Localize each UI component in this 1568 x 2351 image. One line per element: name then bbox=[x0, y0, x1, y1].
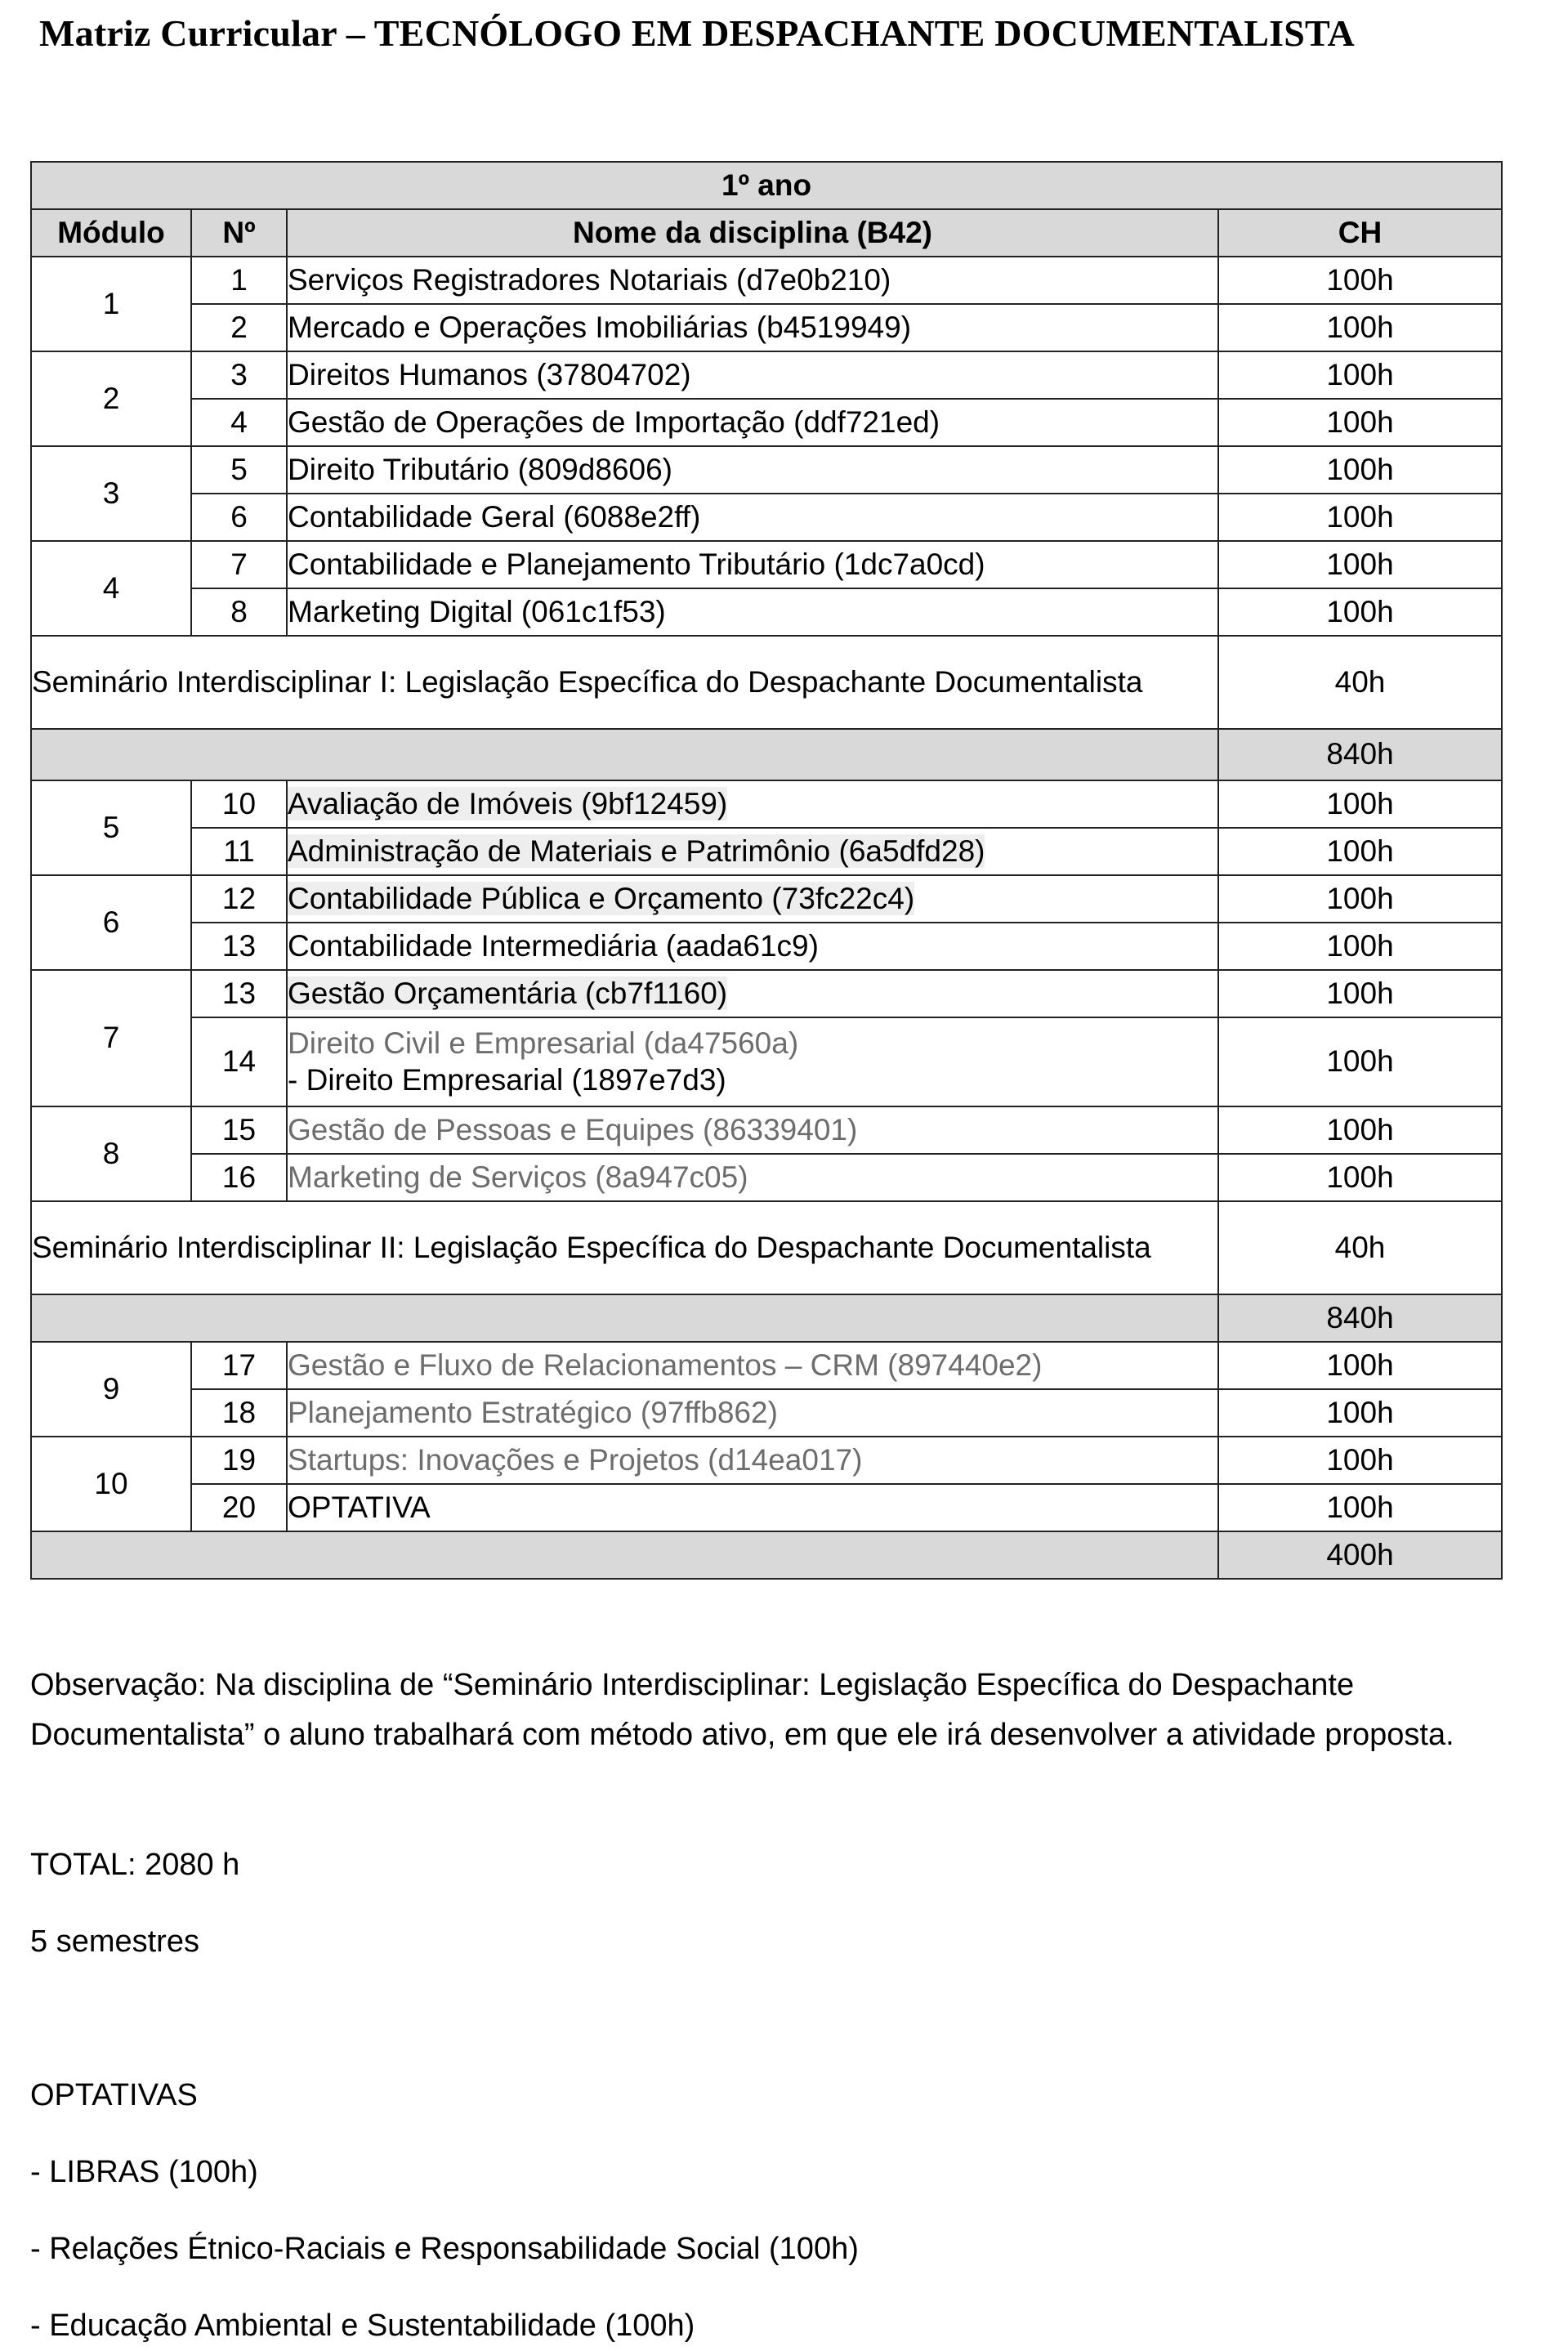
optativas-title: OPTATIVAS bbox=[30, 2078, 198, 2112]
discipline-number: 10 bbox=[191, 780, 287, 828]
table-row bbox=[31, 1342, 1502, 1389]
table-row bbox=[31, 304, 1502, 351]
discipline-number: 13 bbox=[191, 923, 287, 970]
discipline-name: Direitos Humanos (37804702) bbox=[287, 351, 1218, 399]
subtotal-spacer bbox=[31, 729, 1218, 780]
table-row bbox=[31, 399, 1502, 446]
table-row bbox=[31, 970, 1502, 1017]
discipline-hours: 100h bbox=[1218, 257, 1502, 304]
seminar-hours: 40h bbox=[1218, 1201, 1502, 1294]
discipline-name: OPTATIVA bbox=[287, 1484, 1218, 1531]
discipline-name bbox=[287, 875, 1218, 923]
discipline-hours: 100h bbox=[1218, 1342, 1502, 1389]
discipline-name: Direito Tributário (809d8606) bbox=[287, 446, 1218, 494]
header-nome: Nome da disciplina (B42) bbox=[287, 209, 1218, 257]
discipline-name: Startups: Inovações e Projetos (d14ea017) bbox=[287, 1437, 1218, 1484]
module-cell: 2 bbox=[31, 351, 191, 446]
seminar-row bbox=[31, 636, 1502, 729]
subtotal-hours: 400h bbox=[1218, 1531, 1502, 1579]
discipline-name: Gestão e Fluxo de Relacionamentos – CRM (897440e2) bbox=[287, 1342, 1218, 1389]
discipline-hours: 100h bbox=[1218, 399, 1502, 446]
discipline-number: 17 bbox=[191, 1342, 287, 1389]
discipline-hours: 100h bbox=[1218, 970, 1502, 1017]
table-row bbox=[31, 257, 1502, 304]
table-row bbox=[31, 1154, 1502, 1201]
table-row bbox=[31, 541, 1502, 588]
discipline-number: 19 bbox=[191, 1437, 287, 1484]
discipline-name-line2: - Direito Empresarial (1897e7d3) bbox=[288, 1062, 726, 1097]
discipline-name: Serviços Registradores Notariais (d7e0b210) bbox=[287, 257, 1218, 304]
discipline-name: Planejamento Estratégico (97ffb862) bbox=[287, 1389, 1218, 1437]
optativa-item: - LIBRAS (100h) bbox=[30, 2155, 258, 2189]
discipline-hours: 100h bbox=[1218, 1437, 1502, 1484]
curriculum-table bbox=[30, 161, 1503, 1580]
discipline-hours: 100h bbox=[1218, 923, 1502, 970]
subtotal-row bbox=[31, 1531, 1502, 1579]
table-row bbox=[31, 446, 1502, 494]
table-row bbox=[31, 1106, 1502, 1154]
discipline-number: 20 bbox=[191, 1484, 287, 1531]
seminar-row bbox=[31, 1201, 1502, 1294]
header-ch: CH bbox=[1218, 209, 1502, 257]
total-hours: TOTAL: 2080 h bbox=[30, 1848, 240, 1882]
module-cell: 6 bbox=[31, 875, 191, 970]
discipline-name: Contabilidade Intermediária (aada61c9) bbox=[287, 923, 1218, 970]
discipline-name bbox=[287, 828, 1218, 875]
year-header: 1º ano bbox=[31, 162, 1502, 209]
subtotal-row bbox=[31, 1294, 1502, 1342]
discipline-number: 18 bbox=[191, 1389, 287, 1437]
discipline-number: 16 bbox=[191, 1154, 287, 1201]
discipline-name: Gestão de Operações de Importação (ddf721ed) bbox=[287, 399, 1218, 446]
module-cell: 8 bbox=[31, 1106, 191, 1201]
table-row bbox=[31, 1484, 1502, 1531]
discipline-number: 14 bbox=[191, 1017, 287, 1106]
discipline-name-text: Avaliação de Imóveis (9bf12459) bbox=[288, 786, 728, 820]
discipline-hours: 100h bbox=[1218, 446, 1502, 494]
table-row bbox=[31, 1389, 1502, 1437]
header-modulo: Módulo bbox=[31, 209, 191, 257]
optativa-item: - Educação Ambiental e Sustentabilidade (100h) bbox=[30, 2309, 695, 2343]
year-header-row bbox=[31, 162, 1502, 209]
discipline-name-text: Administração de Materiais e Patrimônio (6a5dfd28) bbox=[288, 834, 985, 868]
discipline-name: Marketing Digital (061c1f53) bbox=[287, 588, 1218, 636]
discipline-hours: 100h bbox=[1218, 541, 1502, 588]
module-cell: 10 bbox=[31, 1437, 191, 1531]
column-header-row bbox=[31, 209, 1502, 257]
header-numero: Nº bbox=[191, 209, 287, 257]
table-row bbox=[31, 351, 1502, 399]
table-row bbox=[31, 923, 1502, 970]
discipline-hours: 100h bbox=[1218, 780, 1502, 828]
discipline-number: 1 bbox=[191, 257, 287, 304]
discipline-hours: 100h bbox=[1218, 875, 1502, 923]
discipline-name: Contabilidade Geral (6088e2ff) bbox=[287, 494, 1218, 541]
discipline-number: 2 bbox=[191, 304, 287, 351]
discipline-name: Contabilidade e Planejamento Tributário (1dc7a0cd) bbox=[287, 541, 1218, 588]
subtotal-row bbox=[31, 729, 1502, 780]
module-cell: 1 bbox=[31, 257, 191, 351]
discipline-name bbox=[287, 970, 1218, 1017]
subtotal-hours: 840h bbox=[1218, 1294, 1502, 1342]
table-row bbox=[31, 494, 1502, 541]
discipline-name: Mercado e Operações Imobiliárias (b4519949) bbox=[287, 304, 1218, 351]
discipline-name bbox=[287, 780, 1218, 828]
module-cell: 5 bbox=[31, 780, 191, 875]
discipline-hours: 100h bbox=[1218, 351, 1502, 399]
subtotal-hours: 840h bbox=[1218, 729, 1502, 780]
document-title: Matriz Curricular – TECNÓLOGO EM DESPACHANTE DOCUMENTALISTA bbox=[39, 12, 1355, 54]
optativa-item: - Relações Étnico-Raciais e Responsabilidade Social (100h) bbox=[30, 2232, 859, 2266]
discipline-name: Marketing de Serviços (8a947c05) bbox=[287, 1154, 1218, 1201]
discipline-name-text: Contabilidade Pública e Orçamento (73fc22c4) bbox=[288, 881, 915, 915]
discipline-hours: 100h bbox=[1218, 1389, 1502, 1437]
discipline-number: 7 bbox=[191, 541, 287, 588]
discipline-number: 13 bbox=[191, 970, 287, 1017]
discipline-hours: 100h bbox=[1218, 828, 1502, 875]
discipline-number: 5 bbox=[191, 446, 287, 494]
observation-paragraph: Observação: Na disciplina de “Seminário Interdisciplinar: Legislação Específica do Despachante Documentalista” o aluno trabalhará com método ativo, em que ele irá desenvolver a atividade proposta. bbox=[30, 1668, 1454, 1752]
discipline-hours: 100h bbox=[1218, 1106, 1502, 1154]
seminar-hours: 40h bbox=[1218, 636, 1502, 729]
discipline-hours: 100h bbox=[1218, 304, 1502, 351]
discipline-number: 8 bbox=[191, 588, 287, 636]
discipline-number: 11 bbox=[191, 828, 287, 875]
discipline-hours: 100h bbox=[1218, 1484, 1502, 1531]
subtotal-spacer bbox=[31, 1294, 1218, 1342]
table-row bbox=[31, 1437, 1502, 1484]
discipline-hours: 100h bbox=[1218, 1017, 1502, 1106]
discipline-name: Gestão de Pessoas e Equipes (86339401) bbox=[287, 1106, 1218, 1154]
discipline-hours: 100h bbox=[1218, 494, 1502, 541]
module-cell: 3 bbox=[31, 446, 191, 541]
discipline-name-line1: Direito Civil e Empresarial (da47560a) bbox=[288, 1026, 799, 1061]
table-row bbox=[31, 828, 1502, 875]
discipline-hours: 100h bbox=[1218, 588, 1502, 636]
module-cell: 9 bbox=[31, 1342, 191, 1437]
subtotal-spacer bbox=[31, 1531, 1218, 1579]
discipline-name bbox=[287, 1017, 1218, 1106]
table-row bbox=[31, 875, 1502, 923]
discipline-number: 4 bbox=[191, 399, 287, 446]
seminar-name: Seminário Interdisciplinar I: Legislação Específica do Despachante Documentalista bbox=[31, 636, 1218, 729]
discipline-number: 12 bbox=[191, 875, 287, 923]
seminar-name: Seminário Interdisciplinar II: Legislação Específica do Despachante Documentalista bbox=[31, 1201, 1218, 1294]
table-row bbox=[31, 780, 1502, 828]
discipline-number: 15 bbox=[191, 1106, 287, 1154]
semesters-count: 5 semestres bbox=[30, 1924, 199, 1959]
table-row bbox=[31, 588, 1502, 636]
table-row bbox=[31, 1017, 1502, 1106]
module-cell: 4 bbox=[31, 541, 191, 636]
discipline-hours: 100h bbox=[1218, 1154, 1502, 1201]
discipline-number: 6 bbox=[191, 494, 287, 541]
discipline-name-text: Gestão Orçamentária (cb7f1160) bbox=[288, 976, 728, 1010]
discipline-number: 3 bbox=[191, 351, 287, 399]
module-cell: 7 bbox=[31, 970, 191, 1106]
